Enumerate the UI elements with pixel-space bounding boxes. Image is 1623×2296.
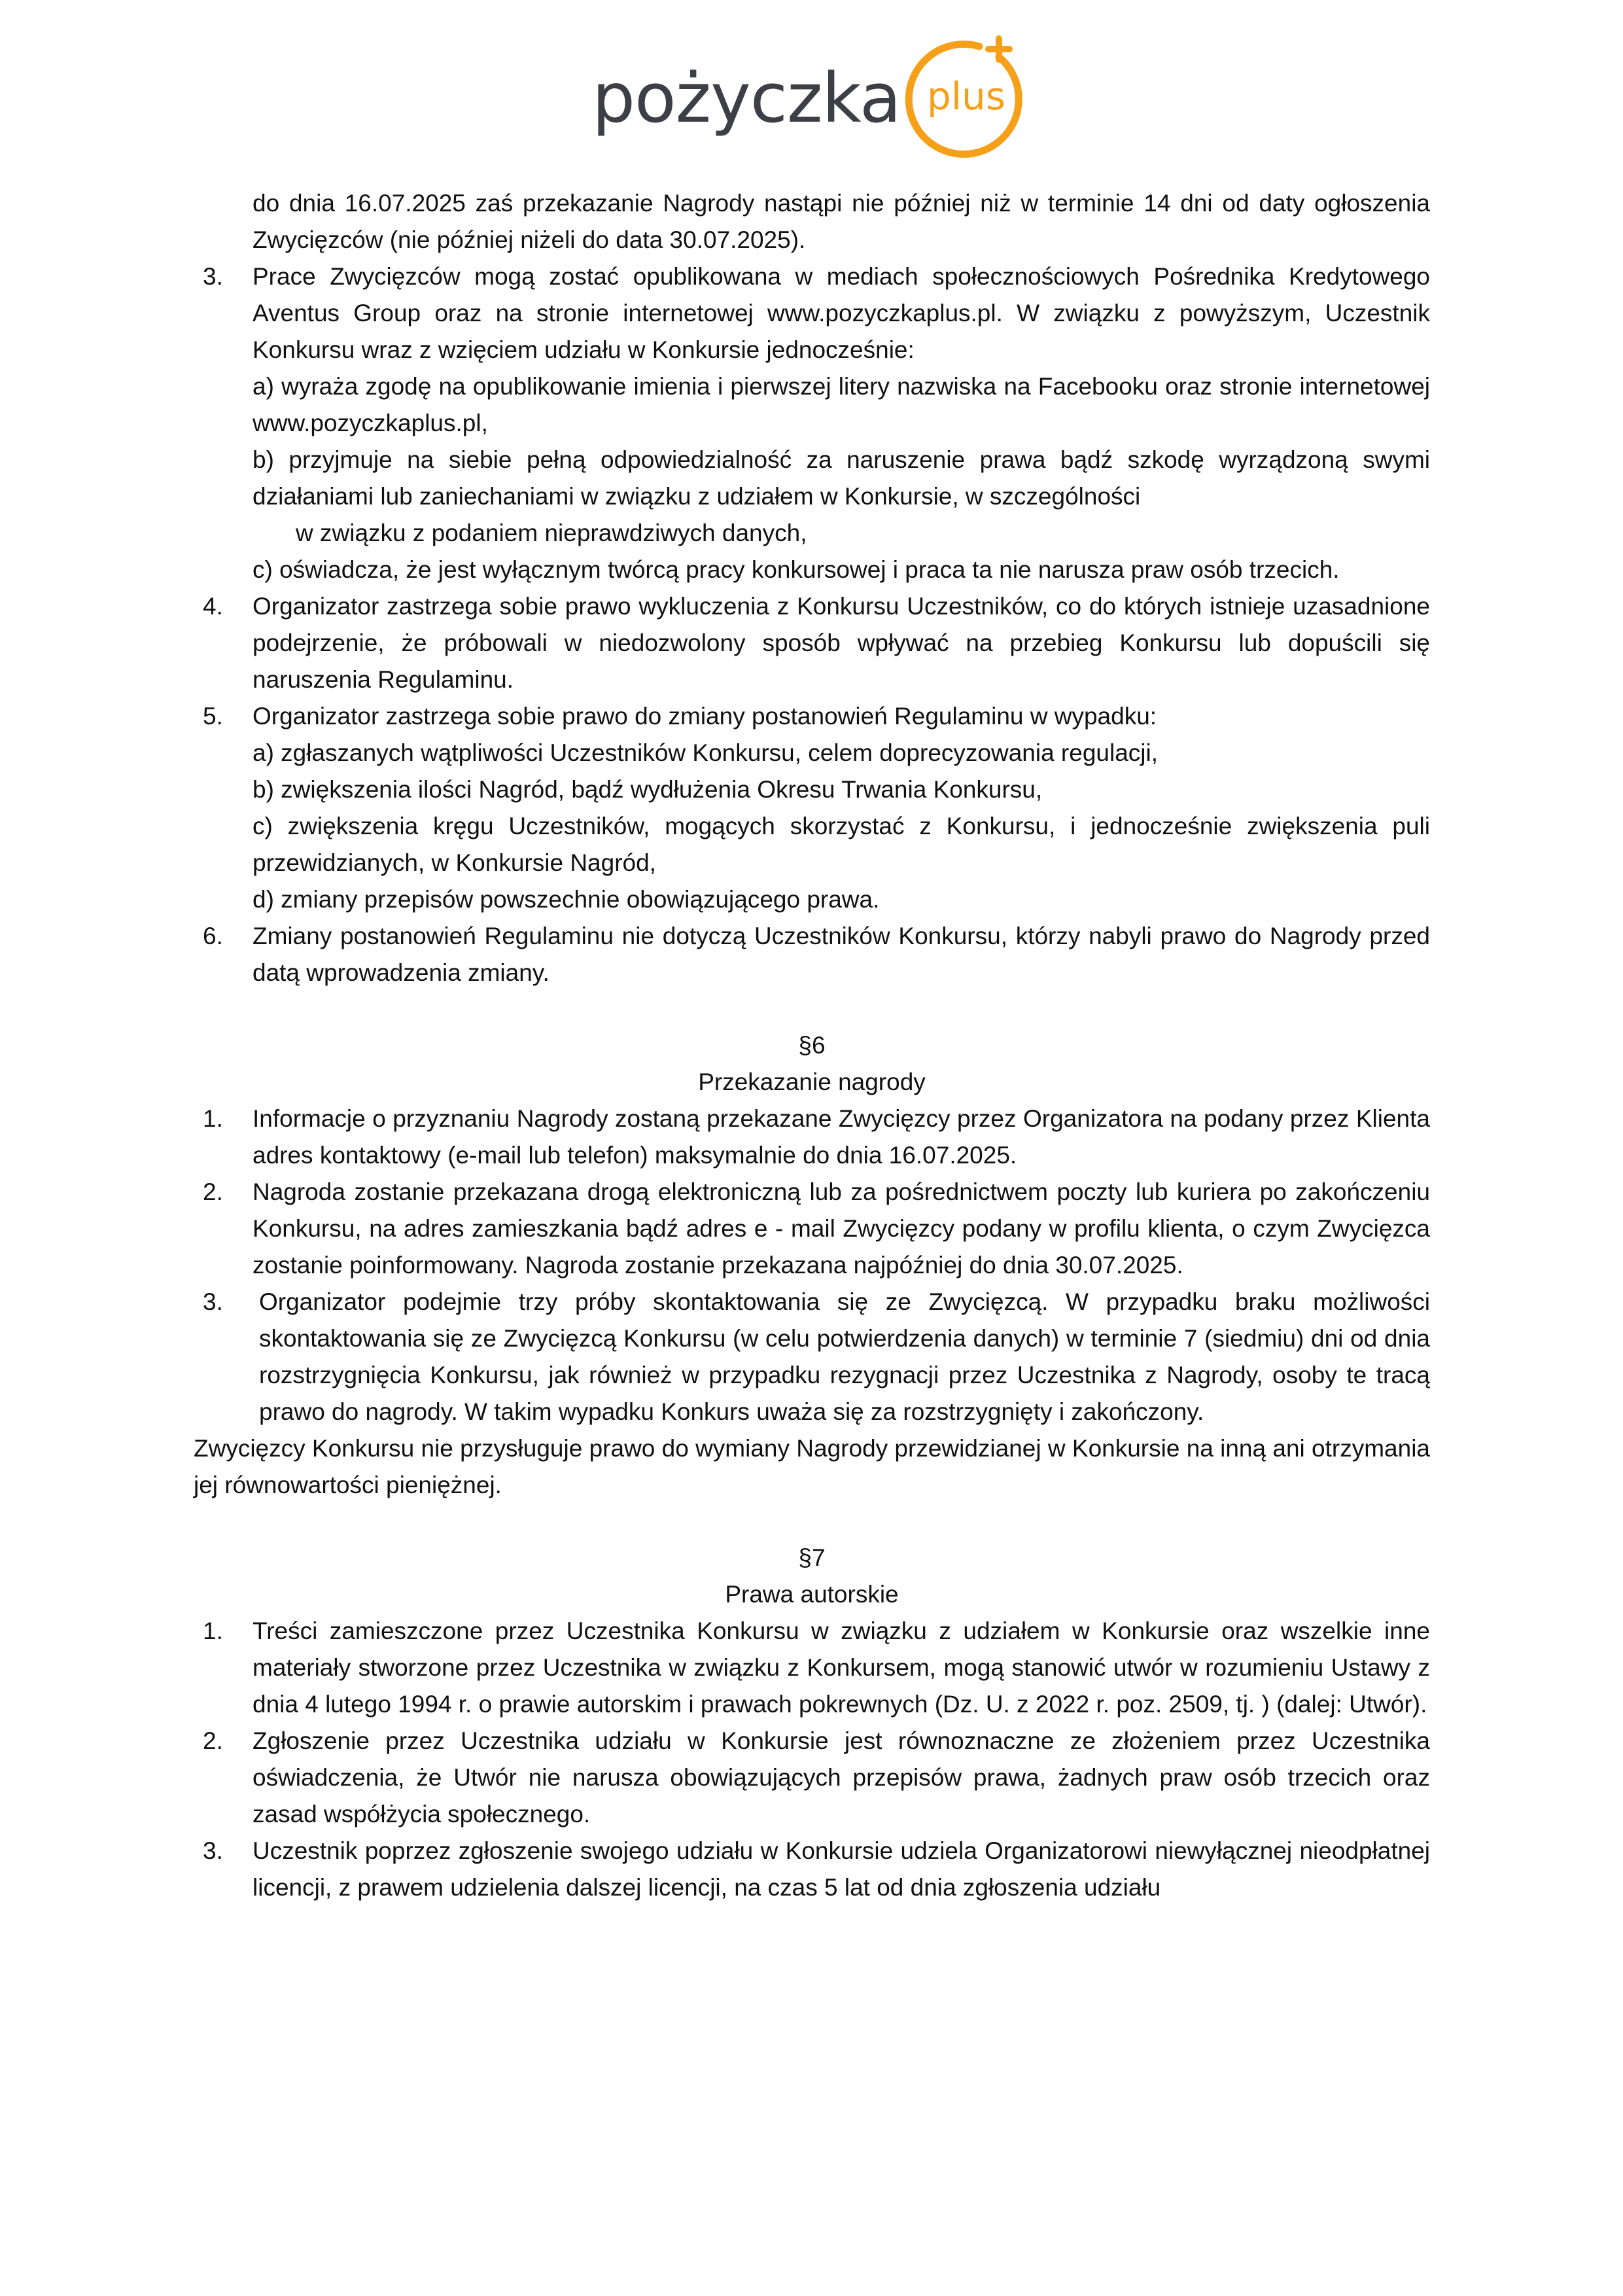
- sub-item-continuation: w związku z podaniem nieprawdziwych danych,: [296, 520, 807, 546]
- list-item-text: Organizator podejmie trzy próby skontaktowania się ze Zwycięzcą. W przypadku braku możliwości skontaktowania się ze Zwycięzcą Konkursu (w celu potwierdzenia danych) w terminie 7 (siedmiu) dni od dnia rozstrzygnięcia Konkursu, jak również w przypadku rezygnacji przez Uczestnika z Nagrody, osoby te tracą prawo do nagrody. W takim wypadku Konkurs uważa się za rozstrzygnięty i zakończony.: [259, 1288, 1430, 1425]
- sub-item: c) zwiększenia kręgu Uczestników, mogących skorzystać z Konkursu, i jednocześnie zwiększenia puli przewidzianych, w Konkursie Nagród,: [253, 813, 1430, 876]
- list-number: 6.: [203, 923, 223, 949]
- section-number: §6: [798, 1032, 826, 1059]
- list-item-text: Organizator zastrzega sobie prawo wykluczenia z Konkursu Uczestników, co do których istnieje uzasadnione podejrzenie, że próbowali w niedozwolony sposób wpływać na przebieg Konkursu lub dopuścili się naruszenia Regulaminu.: [253, 593, 1430, 693]
- list-item-text: Nagroda zostanie przekazana drogą elektroniczną lub za pośrednictwem poczty lub kuriera po zakończeniu Konkursu, na adres zamieszkania bądź adres e - mail Zwycięzcy podany w profilu klienta, o czym Zwycięzca zostanie poinformowany. Nagroda zostanie przekazana najpóźniej do dnia 30.07.2025.: [253, 1178, 1430, 1279]
- list-number: 3.: [203, 1288, 223, 1315]
- list-item: [194, 258, 1430, 588]
- logo-wordmark: pożyczka: [592, 58, 901, 138]
- list-item: [194, 1174, 1430, 1284]
- list-number: 2.: [203, 1178, 223, 1205]
- list-number: 2.: [203, 1727, 223, 1754]
- sub-item: b) zwiększenia ilości Nagród, bądź wydłużenia Okresu Trwania Konkursu,: [253, 776, 1043, 803]
- list-item: [194, 1833, 1430, 1906]
- list-item: [194, 698, 1430, 918]
- paragraph: Zwycięzcy Konkursu nie przysługuje prawo do wymiany Nagrody przewidzianej w Konkursie na inną ani otrzymania jej równowartości pieniężnej.: [194, 1435, 1430, 1498]
- sub-item: a) wyraża zgodę na opublikowanie imienia i pierwszej litery nazwiska na Facebooku oraz stronie internetowej www.pozyczkaplus.pl,: [253, 373, 1430, 436]
- list-item-text: Zmiany postanowień Regulaminu nie dotyczą Uczestników Konkursu, którzy nabyli prawo do Nagrody przed datą wprowadzenia zmiany.: [253, 923, 1430, 986]
- list-number: 4.: [203, 593, 223, 620]
- list-item: [194, 1101, 1430, 1174]
- sub-item: d) zmiany przepisów powszechnie obowiązującego prawa.: [253, 886, 880, 913]
- list-item-text: Zgłoszenie przez Uczestnika udziału w Konkursie jest równoznaczne ze złożeniem przez Uczestnika oświadczenia, że Utwór nie narusza obowiązujących przepisów prawa, żadnych praw osób trzecich oraz zasad współżycia społecznego.: [253, 1727, 1430, 1828]
- list-item: [194, 1723, 1430, 1833]
- paragraph-continuation: do dnia 16.07.2025 zaś przekazanie Nagrody nastąpi nie później niż w terminie 14 dni od daty ogłoszenia Zwycięzców (nie później niżeli do data 30.07.2025).: [253, 190, 1430, 253]
- list-item-text: Prace Zwycięzców mogą zostać opublikowana w mediach społecznościowych Pośrednika Kredytowego Aventus Group oraz na stronie internetowej www.pozyczkaplus.pl. W związku z powyższym, Uczestnik Konkursu wraz z wzięciem udziału w Konkursie jednocześnie:: [253, 263, 1430, 363]
- list-item-text: Organizator zastrzega sobie prawo do zmiany postanowień Regulaminu w wypadku:: [253, 703, 1157, 730]
- list-number: 3.: [203, 1837, 223, 1864]
- list-number: 1.: [203, 1105, 223, 1132]
- list-number: 3.: [203, 263, 223, 290]
- document-body: [194, 185, 1430, 1906]
- list-item: [194, 918, 1430, 991]
- list-item-text: Informacje o przyznaniu Nagrody zostaną przekazane Zwycięzcy przez Organizatora na podany przez Klienta adres kontaktowy (e-mail lub telefon) maksymalnie do dnia 16.07.2025.: [253, 1105, 1430, 1169]
- list-item: [194, 1284, 1430, 1430]
- section-title: Prawa autorskie: [725, 1581, 899, 1608]
- list-item: [194, 1613, 1430, 1723]
- sub-item: b) przyjmuje na siebie pełną odpowiedzialność za naruszenie prawa bądź szkodę wyrządzoną swymi działaniami lub zaniechaniami w związku z udziałem w Konkursie, w szczególności: [253, 446, 1430, 510]
- list-number: 5.: [203, 703, 223, 730]
- list-item-text: Treści zamieszczone przez Uczestnika Konkursu w związku z udziałem w Konkursie oraz wszelkie inne materiały stworzone przez Uczestnika w związku z Konkursem, mogą stanowić utwór w rozumieniu Ustawy z dnia 4 lutego 1994 r. o prawie autorskim i prawach pokrewnych (Dz. U. z 2022 r. poz. 2509, tj. ) (dalej: Utwór).: [253, 1617, 1430, 1718]
- brand-logo: [592, 29, 1037, 160]
- section-number: §7: [798, 1544, 826, 1571]
- sub-item: c) oświadcza, że jest wyłącznym twórcą pracy konkursowej i praca ta nie narusza praw osób trzecich.: [253, 556, 1340, 583]
- logo-badge-text: plus: [927, 74, 1005, 118]
- list-number: 1.: [203, 1617, 223, 1644]
- list-item-text: Uczestnik poprzez zgłoszenie swojego udziału w Konkursie udziela Organizatorowi niewyłącznej nieodpłatnej licencji, z prawem udzielenia dalszej licencji, na czas 5 lat od dnia zgłoszenia udziału: [253, 1837, 1430, 1901]
- sub-item: a) zgłaszanych wątpliwości Uczestników Konkursu, celem doprecyzowania regulacji,: [253, 739, 1158, 766]
- list-item: [194, 588, 1430, 698]
- section-title: Przekazanie nagrody: [698, 1069, 926, 1095]
